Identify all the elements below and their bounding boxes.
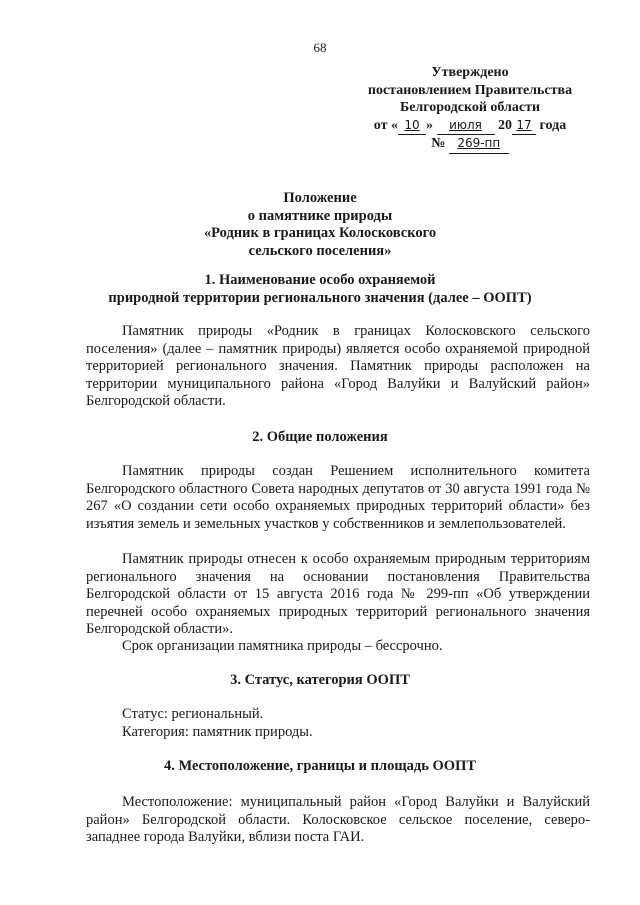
section-3-status-line: Статус: региональный. — [122, 706, 264, 722]
approval-line-1: Утверждено — [431, 65, 509, 80]
title-line-1: Положение — [283, 190, 357, 206]
approval-number-line — [330, 135, 610, 154]
title-line-4: сельского поселения» — [248, 242, 392, 259]
title-line-2: о памятнике природы — [247, 207, 393, 224]
section-1-paragraph: Памятник природы «Родник в границах Колосковского сельского поселения» (далее – памятник природы) является особо охраняемой природной территорией регионального значения. Памятник природы расположен на территории муниципального района «Город Валуйки и Валуйский район» Белгородской области. — [86, 323, 590, 409]
year-suffix: 17 — [516, 117, 532, 132]
document-title — [0, 190, 640, 260]
page-number: 68 — [313, 40, 327, 55]
approval-line-2: постановлением Правительства — [367, 82, 573, 98]
approval-date-line — [330, 117, 610, 136]
date-month: июля — [449, 117, 482, 132]
section-4-heading: 4. Местоположение, границы и площадь ООПТ — [163, 758, 477, 774]
section-2-heading: 2. Общие положения — [252, 429, 388, 445]
section-2-paragraph-1: Памятник природы создан Решением исполнительного комитета Белгородского областного Совета народных депутатов от 30 августа 1991 года № 267 «О создании сети особо охраняемых природных территорий области» без изъятия земель и земельных участков у собственников и землепользователей. — [86, 463, 590, 532]
date-prefix: от — [373, 117, 388, 133]
date-day: 10 — [404, 117, 420, 132]
number-prefix: № — [431, 136, 446, 151]
section-1-heading-line-2: природной территории регионального значения (далее – ООПТ) — [108, 289, 532, 306]
date-close-quote: » — [426, 117, 433, 133]
year-prefix: 20 — [498, 117, 512, 133]
decree-number: 269-пп — [457, 136, 501, 150]
section-3-heading: 3. Статус, категория ООПТ — [230, 672, 410, 688]
date-open-quote: « — [391, 117, 398, 133]
section-3-category-line: Категория: памятник природы. — [122, 724, 313, 740]
section-4-paragraph: Местоположение: муниципальный район «Город Валуйки и Валуйский район» Белгородской области. Колосковское сельское поселение, северо-западнее города Валуйки, вблизи поста ГАИ. — [86, 794, 590, 845]
title-line-3: «Родник в границах Колосковского — [203, 225, 437, 241]
section-1-heading-line-1: 1. Наименование особо охраняемой — [204, 272, 436, 288]
section-1-heading — [0, 272, 640, 307]
approval-stamp-block — [330, 64, 610, 154]
approval-line-3: Белгородской области — [399, 100, 541, 115]
section-2-paragraph-2: Памятник природы отнесен к особо охраняемым природным территориям регионального значения на основании постановления Правительства Белгородской области от 15 августа 2016 года № 299-пп «Об утверждении перечней особо охраняемых природных территорий регионального значения Белгородской области». — [86, 551, 590, 637]
year-word: года — [539, 117, 567, 133]
section-2-paragraph-3: Срок организации памятника природы – бессрочно. — [122, 638, 443, 654]
